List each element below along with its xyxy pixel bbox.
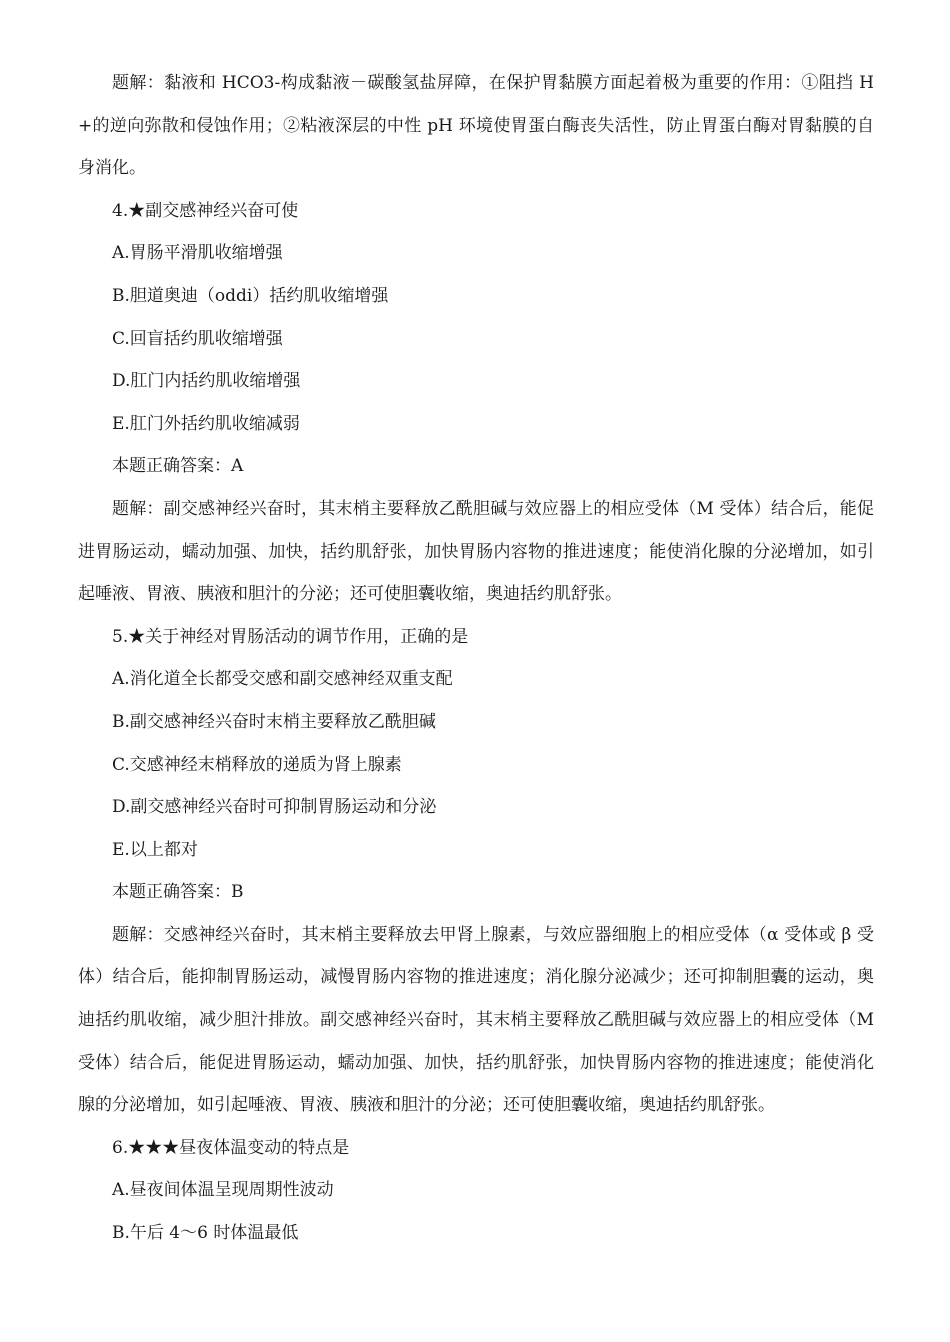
explanation-4: 题解：副交感神经兴奋时，其末梢主要释放乙酰胆碱与效应器上的相应受体（M 受体）结合后，能促进胃肠运动，蠕动加强、加快，括约肌舒张，加快胃肠内容物的推进速度；能使消化腺的分泌增加，如引起唾液、胃液、胰液和胆汁的分泌；还可使胆囊收缩，奥迪括约肌舒张。 <box>78 498 874 605</box>
answer-5: 本题正确答案：B <box>112 882 244 903</box>
explanation-3: 题解：黏液和 HCO3-构成黏液－碳酸氢盐屏障，在保护胃黏膜方面起着极为重要的作用：①阻挡 H+的逆向弥散和侵蚀作用；②粘液深层的中性 pH 环境使胃蛋白酶丧失活性，防止胃蛋白酶对胃黏膜的自身消化。 <box>78 73 874 179</box>
question-6: 6.★★★昼夜体温变动的特点是 <box>112 1137 350 1158</box>
option-4b: B.胆道奥迪（oddi）括约肌收缩增强 <box>112 285 389 306</box>
question-5: 5.★关于神经对胃肠活动的调节作用，正确的是 <box>112 626 469 647</box>
answer-4: 本题正确答案：A <box>112 456 244 477</box>
option-5e: E.以上都对 <box>112 839 198 860</box>
option-5a: A.消化道全长都受交感和副交感神经双重支配 <box>112 669 453 690</box>
question-4: 4.★副交感神经兴奋可使 <box>112 200 299 221</box>
option-4d: D.肛门内括约肌收缩增强 <box>112 371 301 392</box>
option-6b: B.午后 4～6 时体温最低 <box>112 1223 299 1244</box>
option-5d: D.副交感神经兴奋时可抑制胃肠运动和分泌 <box>112 797 437 818</box>
option-4a: A.胃肠平滑肌收缩增强 <box>112 243 283 264</box>
option-6a: A.昼夜间体温呈现周期性波动 <box>112 1180 334 1201</box>
explanation-5: 题解：交感神经兴奋时，其末梢主要释放去甲肾上腺素，与效应器细胞上的相应受体（α 受体或 β 受体）结合后，能抑制胃肠运动，减慢胃肠内容物的推进速度；消化腺分泌减少；还可抑制胆囊的运动，奥迪括约肌收缩，减少胆汁排放。副交感神经兴奋时，其末梢主要释放乙酰胆碱与效应器上的相应受体（M 受体）结合后，能促进胃肠运动，蠕动加强、加快，括约肌舒张，加快胃肠内容物的推进速度；能使消化腺的分泌增加，如引起唾液、胃液、胰液和胆汁的分泌；还可使胆囊收缩，奥迪括约肌舒张。 <box>78 924 874 1116</box>
option-5b: B.副交感神经兴奋时末梢主要释放乙酰胆碱 <box>112 711 436 732</box>
option-4e: E.肛门外括约肌收缩减弱 <box>112 413 300 434</box>
option-5c: C.交感神经末梢释放的递质为肾上腺素 <box>112 754 402 775</box>
option-4c: C.回盲括约肌收缩增强 <box>112 328 283 349</box>
